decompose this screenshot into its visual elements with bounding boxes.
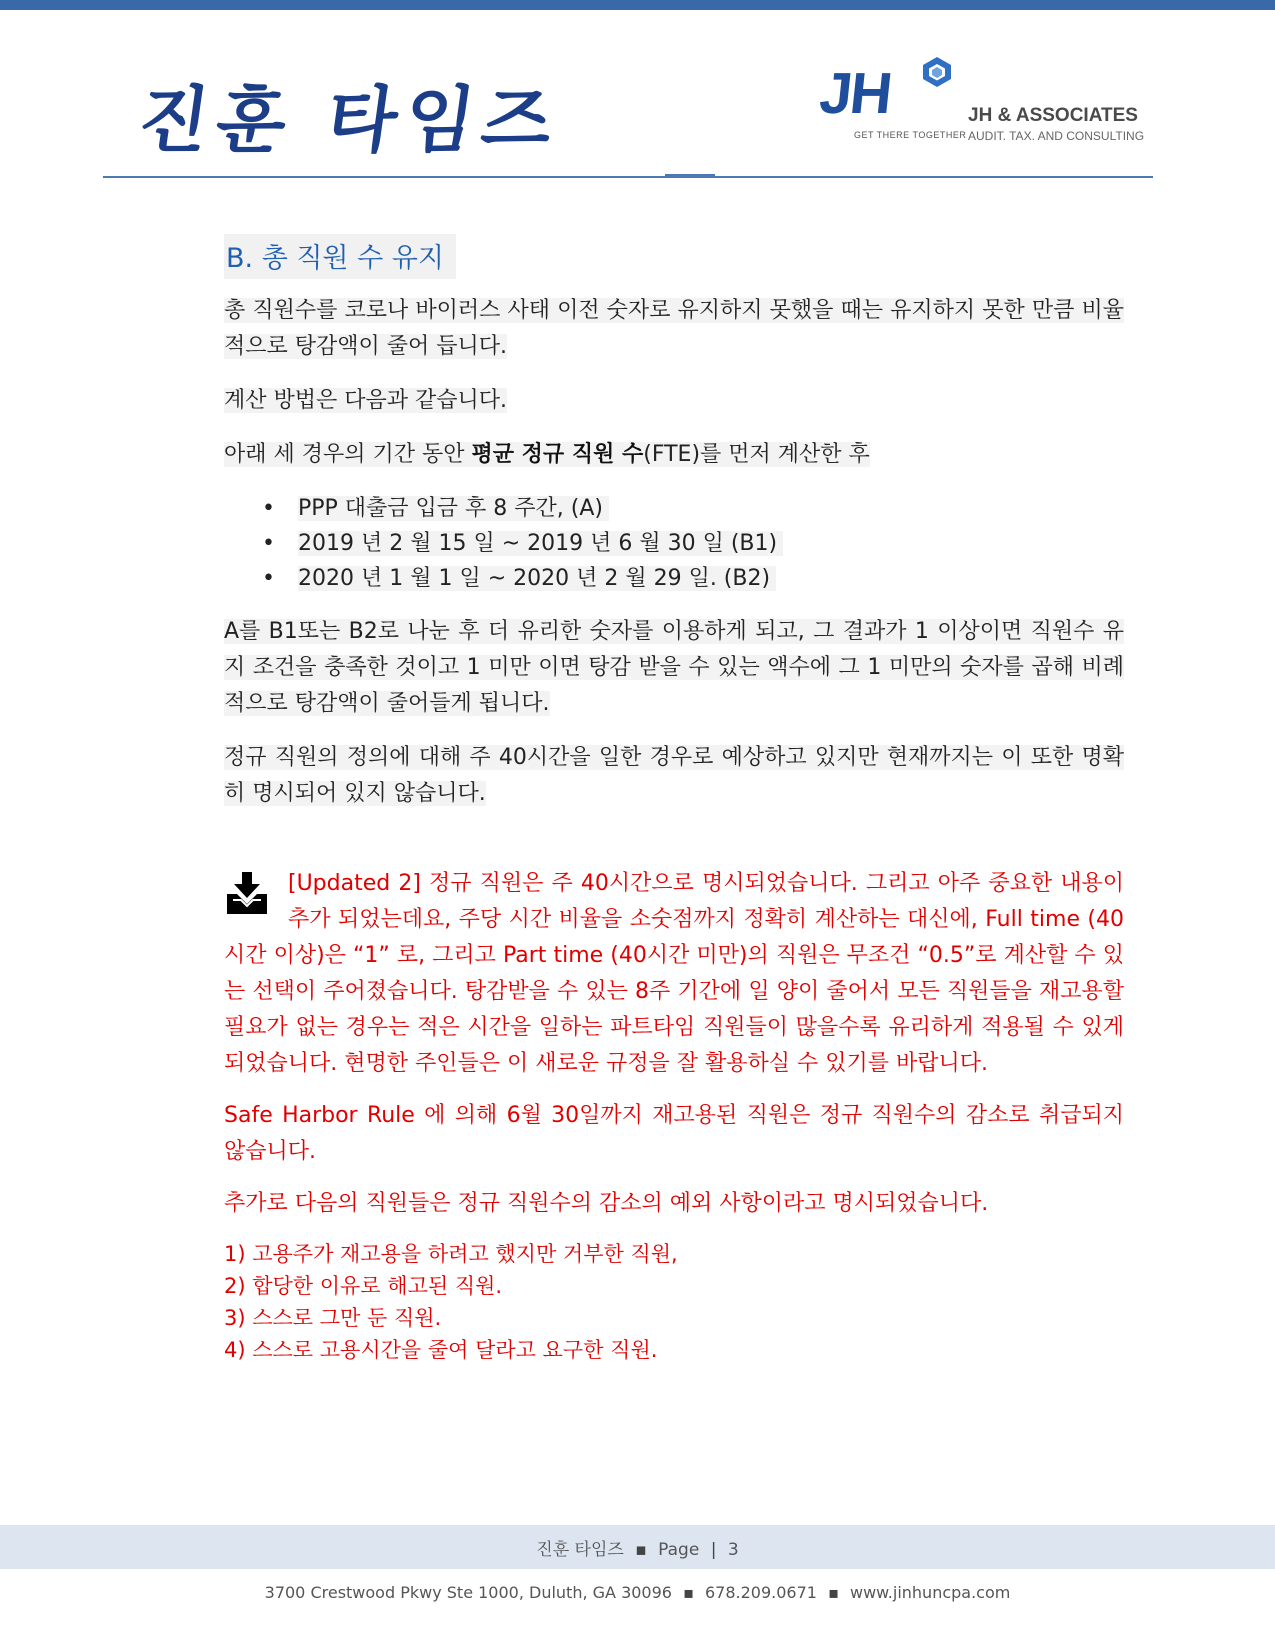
- exceptions-list: [224, 1238, 1124, 1366]
- footer-phone: 678.209.0671: [705, 1583, 817, 1602]
- list-item: • PPP 대출금 입금 후 8 주간, (A): [262, 491, 1124, 526]
- footer-address: 3700 Crestwood Pkwy Ste 1000, Duluth, GA 30096: [264, 1583, 672, 1602]
- company-name: JH & ASSOCIATES: [968, 105, 1138, 126]
- safe-harbor-paragraph: Safe Harbor Rule 에 의해 6월 30일까지 재고용된 직원은 정규 직원수의 감소로 취급되지 않습니다.: [224, 1103, 1124, 1164]
- footer-publication: 진훈 타임즈: [536, 1540, 624, 1560]
- logo-tagline: GET THERE TOGETHER: [854, 130, 967, 140]
- update-block: [224, 866, 1124, 1366]
- company-logo: [816, 55, 1145, 145]
- footer-website[interactable]: www.jinhuncpa.com: [850, 1583, 1011, 1602]
- list-item: 4) 스스로 고용시간을 줄여 달라고 요구한 직원.: [224, 1338, 658, 1362]
- list-item: • 2020 년 1 월 1 일 ~ 2020 년 2 월 29 일. (B2): [262, 561, 1124, 596]
- paragraph-definition: 정규 직원의 정의에 대해 주 40시간을 일한 경우로 예상하고 있지만 현재까지는 이 또한 명확히 명시되어 있지 않습니다.: [224, 745, 1124, 806]
- masthead-title: 진훈 타임즈: [133, 77, 567, 162]
- logo-cube-icon: [920, 55, 954, 89]
- fte-emphasis: 평균 정규 직원 수: [471, 442, 644, 467]
- paragraph-fte: 아래 세 경우의 기간 동안 평균 정규 직원 수(FTE)를 먼저 계산한 후: [224, 442, 870, 467]
- paragraph-method: 계산 방법은 다음과 같습니다.: [224, 388, 507, 413]
- update-paragraph: [Updated 2] 정규 직원은 주 40시간으로 명시되었습니다. 그리고 아주 중요한 내용이 추가 되었는데요, 주당 시간 비율을 소숫점까지 정확히 계산하는 대신에, Full time (40시간 이상)은 “1” 로, 그리고 Part time (40시간 미만)의 직원은 무조건 “0.5”로 계산할 수 있는 선택이 주어졌습니다. 탕감받을 수 있는 8주 기간에 일 양이 줄어서 모든 직원들을 재고용할 필요가 없는 경우는 적은 시간을 일하는 파트타임 직원들이 많을수록 유리하게 적용될 수 있게 되었습니다. 현명한 주인들은 이 새로운 규정을 잘 활용하실 수 있기를 바랍니다.: [224, 871, 1124, 1076]
- section-heading: B. 총 직원 수 유지: [224, 234, 456, 279]
- list-item: 3) 스스로 그만 둔 직원.: [224, 1306, 442, 1330]
- header-divider: [103, 176, 1153, 178]
- article-body: [224, 234, 1124, 1366]
- logo-mark: JH: [816, 61, 894, 126]
- footer-contact: 3700 Crestwood Pkwy Ste 1000, Duluth, GA 30096 ▪ 678.209.0671 ▪ www.jinhuncpa.com: [264, 1583, 1011, 1602]
- period-list: [224, 491, 1124, 596]
- paragraph-ratio: A를 B1또는 B2로 나눈 후 더 유리한 숫자를 이용하게 되고, 그 결과가 1 이상이면 직원수 유지 조건을 충족한 것이고 1 미만 이면 탕감 받을 수 있는 액수에 그 1 미만의 숫자를 곱해 비례적으로 탕감액이 줄어들게 됩니다.: [224, 619, 1124, 716]
- list-item: • 2019 년 2 월 15 일 ~ 2019 년 6 월 30 일 (B1): [262, 526, 1124, 561]
- footer-page-number: 3: [727, 1540, 739, 1560]
- inbox-download-icon: [224, 870, 270, 916]
- footer-page-label: Page: [658, 1540, 700, 1560]
- footer-page-info: 진훈 타임즈 ▪ Page | 3: [536, 1540, 739, 1560]
- top-accent-bar: [0, 0, 1275, 10]
- paragraph-intro: 총 직원수를 코로나 바이러스 사태 이전 숫자로 유지하지 못했을 때는 유지하지 못한 만큼 비율적으로 탕감액이 줄어 듭니다.: [224, 298, 1124, 359]
- list-item: 1) 고용주가 재고용을 하려고 했지만 거부한 직원,: [224, 1242, 678, 1266]
- list-item: 2) 합당한 이유로 해고된 직원.: [224, 1274, 503, 1298]
- exceptions-paragraph: 추가로 다음의 직원들은 정규 직원수의 감소의 예외 사항이라고 명시되었습니다.: [224, 1191, 989, 1216]
- header-divider-accent: [665, 174, 715, 177]
- company-subtitle: AUDIT. TAX. AND CONSULTING: [968, 129, 1145, 143]
